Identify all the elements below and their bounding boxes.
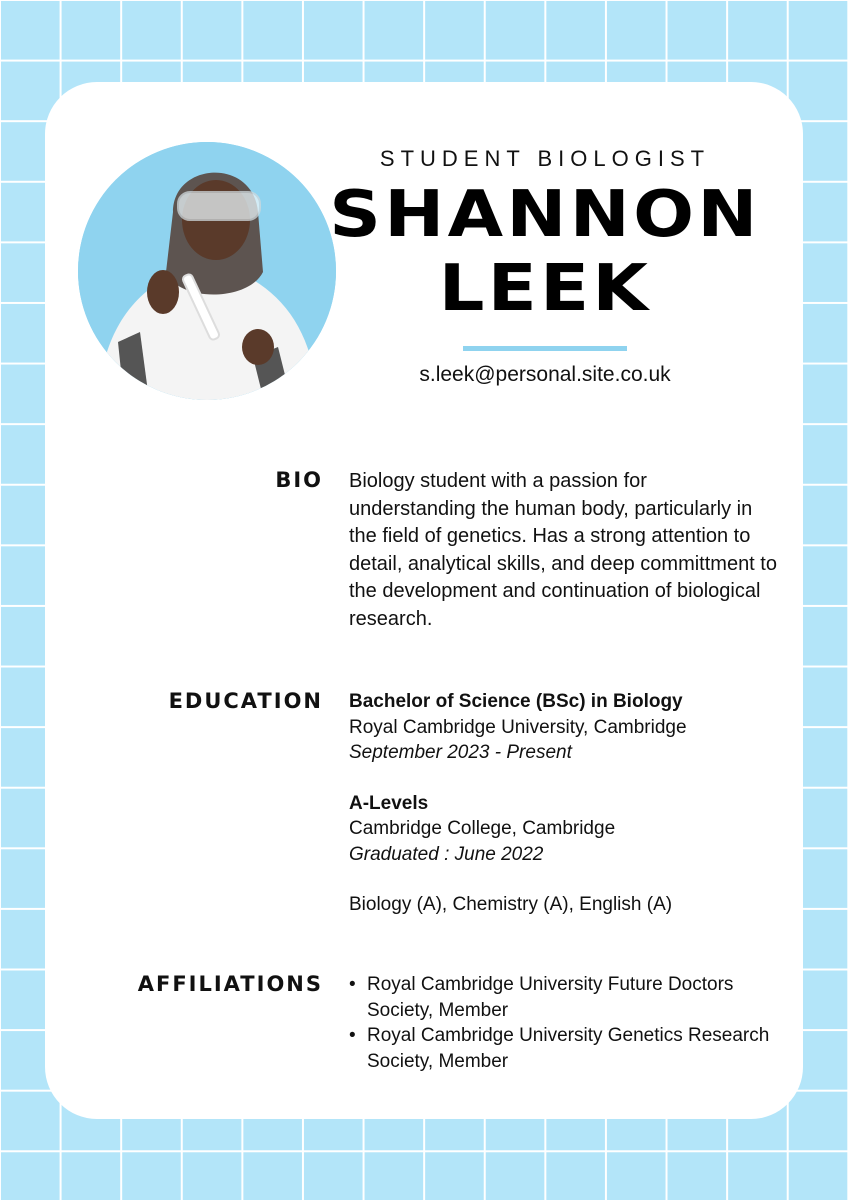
name-last: LEEK bbox=[438, 252, 652, 326]
education-heading: EDUCATION bbox=[168, 689, 323, 713]
bio-content bbox=[349, 468, 779, 633]
education-entry bbox=[349, 689, 779, 766]
header bbox=[305, 142, 785, 387]
grades: Biology (A), Chemistry (A), English (A) bbox=[349, 894, 673, 915]
education-entry bbox=[349, 791, 779, 868]
bio-text: Biology student with a passion for understanding the human body, particularly in the field of genetics. Has a strong attention to detail, analytical skills, and deep committment to the development and continuation of biological research. bbox=[349, 470, 777, 630]
institution: Royal Cambridge University, Cambridge bbox=[349, 716, 687, 738]
list-item: • Royal Cambridge University Future Doctors Society, Member bbox=[349, 972, 779, 1023]
date-range: Graduated : June 2022 bbox=[349, 843, 544, 865]
affiliations-list bbox=[349, 972, 779, 1074]
date-range: September 2023 - Present bbox=[349, 742, 572, 763]
degree-title: A-Levels bbox=[349, 792, 429, 814]
name-first: SHANNON bbox=[329, 178, 761, 252]
list-item: • Royal Cambridge University Genetics Research Society, Member bbox=[349, 1023, 779, 1074]
affiliations-content bbox=[349, 972, 779, 1074]
email-address[interactable]: s.leek@personal.site.co.uk bbox=[419, 363, 671, 386]
resume-card bbox=[45, 82, 803, 1119]
education-content bbox=[349, 689, 779, 943]
accent-divider bbox=[463, 346, 627, 351]
degree-title: Bachelor of Science (BSc) in Biology bbox=[349, 691, 683, 712]
job-title: STUDENT BIOLOGIST bbox=[379, 146, 711, 171]
affiliations-heading: AFFILIATIONS bbox=[137, 972, 323, 996]
bio-heading: BIO bbox=[275, 468, 323, 492]
institution: Cambridge College, Cambridge bbox=[349, 818, 616, 839]
